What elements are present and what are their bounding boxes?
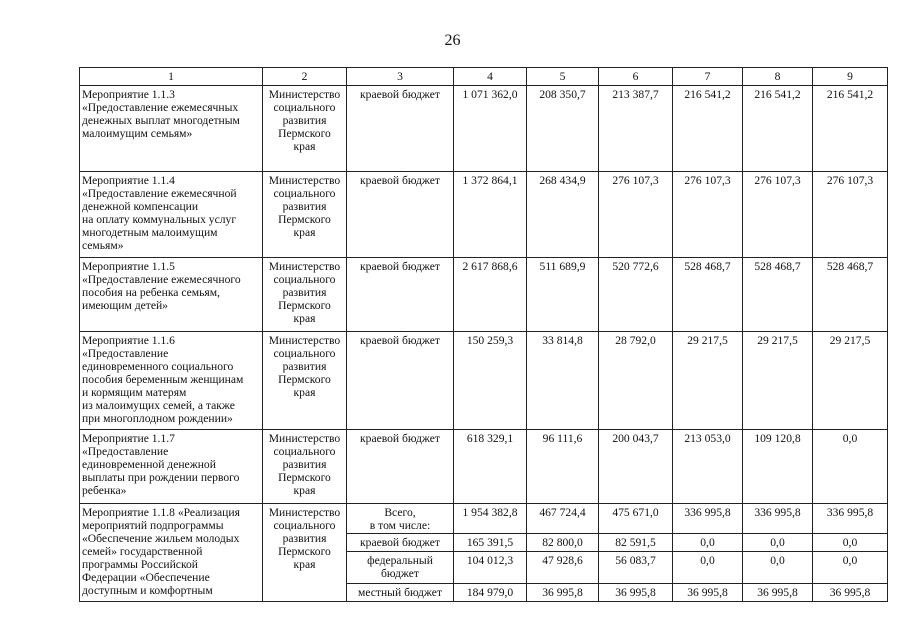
amount-cell: 511 689,9: [527, 258, 599, 332]
column-header: 7: [673, 68, 743, 86]
funding-source: Всего, в том числе:: [347, 504, 454, 534]
activity-name: Мероприятие 1.1.3 «Предоставление ежемесячных денежных выплат многодетным малоимущим семьям»: [80, 86, 263, 172]
amount-cell: 0,0: [673, 534, 743, 552]
responsible-executor: Министерство социального развития Пермского края: [263, 332, 347, 430]
amount-cell: 47 928,6: [527, 552, 599, 584]
amount-cell: 184 979,0: [454, 584, 527, 602]
amount-cell: 82 591,5: [599, 534, 673, 552]
responsible-executor: Министерство социального развития Пермского края: [263, 172, 347, 258]
amount-cell: 216 541,2: [813, 86, 888, 172]
funding-source: краевой бюджет: [347, 534, 454, 552]
budget-table: [79, 67, 888, 602]
amount-cell: 276 107,3: [813, 172, 888, 258]
amount-cell: 0,0: [813, 552, 888, 584]
amount-cell: 276 107,3: [673, 172, 743, 258]
table-row: [80, 332, 888, 430]
table-row: [80, 172, 888, 258]
table-row: [80, 430, 888, 504]
amount-cell: 336 995,8: [813, 504, 888, 534]
funding-source: краевой бюджет: [347, 172, 454, 258]
amount-cell: 29 217,5: [743, 332, 813, 430]
amount-cell: 216 541,2: [743, 86, 813, 172]
amount-cell: 36 995,8: [673, 584, 743, 602]
amount-cell: 520 772,6: [599, 258, 673, 332]
amount-cell: 2 617 868,6: [454, 258, 527, 332]
funding-source: краевой бюджет: [347, 258, 454, 332]
activity-name: Мероприятие 1.1.4 «Предоставление ежемесячной денежной компенсации на оплату коммунальных услуг многодетным малоимущим семьям»: [80, 172, 263, 258]
activity-name: Мероприятие 1.1.5 «Предоставление ежемесячного пособия на ребенка семьям, имеющим детей»: [80, 258, 263, 332]
funding-source: краевой бюджет: [347, 86, 454, 172]
amount-cell: 104 012,3: [454, 552, 527, 584]
table-body: [80, 68, 888, 602]
funding-source: местный бюджет: [347, 584, 454, 602]
responsible-executor: Министерство социального развития Пермского края: [263, 430, 347, 504]
responsible-executor: Министерство социального развития Пермского края: [263, 258, 347, 332]
column-header: 1: [80, 68, 263, 86]
amount-cell: 29 217,5: [813, 332, 888, 430]
column-header: 6: [599, 68, 673, 86]
activity-name: Мероприятие 1.1.7 «Предоставление единовременной денежной выплаты при рождении первого ребенка»: [80, 430, 263, 504]
amount-cell: 0,0: [813, 430, 888, 504]
amount-cell: 36 995,8: [743, 584, 813, 602]
amount-cell: 618 329,1: [454, 430, 527, 504]
column-header: 9: [813, 68, 888, 86]
table-row: [80, 504, 888, 534]
amount-cell: 150 259,3: [454, 332, 527, 430]
amount-cell: 213 053,0: [673, 430, 743, 504]
amount-cell: 336 995,8: [673, 504, 743, 534]
page-number: 26: [444, 32, 461, 49]
amount-cell: 0,0: [813, 534, 888, 552]
amount-cell: 82 800,0: [527, 534, 599, 552]
amount-cell: 268 434,9: [527, 172, 599, 258]
amount-cell: 36 995,8: [599, 584, 673, 602]
amount-cell: 200 043,7: [599, 430, 673, 504]
amount-cell: 109 120,8: [743, 430, 813, 504]
column-header: 2: [263, 68, 347, 86]
funding-source: федеральный бюджет: [347, 552, 454, 584]
amount-cell: 33 814,8: [527, 332, 599, 430]
funding-source: краевой бюджет: [347, 430, 454, 504]
amount-cell: 1 071 362,0: [454, 86, 527, 172]
amount-cell: 56 083,7: [599, 552, 673, 584]
amount-cell: 1 372 864,1: [454, 172, 527, 258]
amount-cell: 213 387,7: [599, 86, 673, 172]
amount-cell: 96 111,6: [527, 430, 599, 504]
amount-cell: 276 107,3: [599, 172, 673, 258]
amount-cell: 528 468,7: [673, 258, 743, 332]
table-row: [80, 258, 888, 332]
responsible-executor: Министерство социального развития Пермского края: [263, 504, 347, 602]
amount-cell: 0,0: [743, 534, 813, 552]
amount-cell: 29 217,5: [673, 332, 743, 430]
amount-cell: 1 954 382,8: [454, 504, 527, 534]
amount-cell: 276 107,3: [743, 172, 813, 258]
amount-cell: 36 995,8: [813, 584, 888, 602]
amount-cell: 28 792,0: [599, 332, 673, 430]
column-header: 5: [527, 68, 599, 86]
column-header: 4: [454, 68, 527, 86]
activity-name: Мероприятие 1.1.6 «Предоставление единовременного социального пособия беременным женщинам и кормящим матерям из малоимущих семей, а также при многоплодном рождении»: [80, 332, 263, 430]
amount-cell: 528 468,7: [743, 258, 813, 332]
activity-name: Мероприятие 1.1.8 «Реализация мероприятий подпрограммы «Обеспечение жильем молодых семей» государственной программы Российской Федерации «Обеспечение доступным и комфортным: [80, 504, 263, 602]
amount-cell: 528 468,7: [813, 258, 888, 332]
amount-cell: 208 350,7: [527, 86, 599, 172]
funding-source: краевой бюджет: [347, 332, 454, 430]
amount-cell: 36 995,8: [527, 584, 599, 602]
amount-cell: 0,0: [743, 552, 813, 584]
amount-cell: 216 541,2: [673, 86, 743, 172]
header-row: [80, 68, 888, 86]
responsible-executor: Министерство социального развития Пермского края: [263, 86, 347, 172]
amount-cell: 336 995,8: [743, 504, 813, 534]
amount-cell: 0,0: [673, 552, 743, 584]
table-row: [80, 86, 888, 172]
column-header: 8: [743, 68, 813, 86]
column-header: 3: [347, 68, 454, 86]
amount-cell: 467 724,4: [527, 504, 599, 534]
amount-cell: 165 391,5: [454, 534, 527, 552]
amount-cell: 475 671,0: [599, 504, 673, 534]
